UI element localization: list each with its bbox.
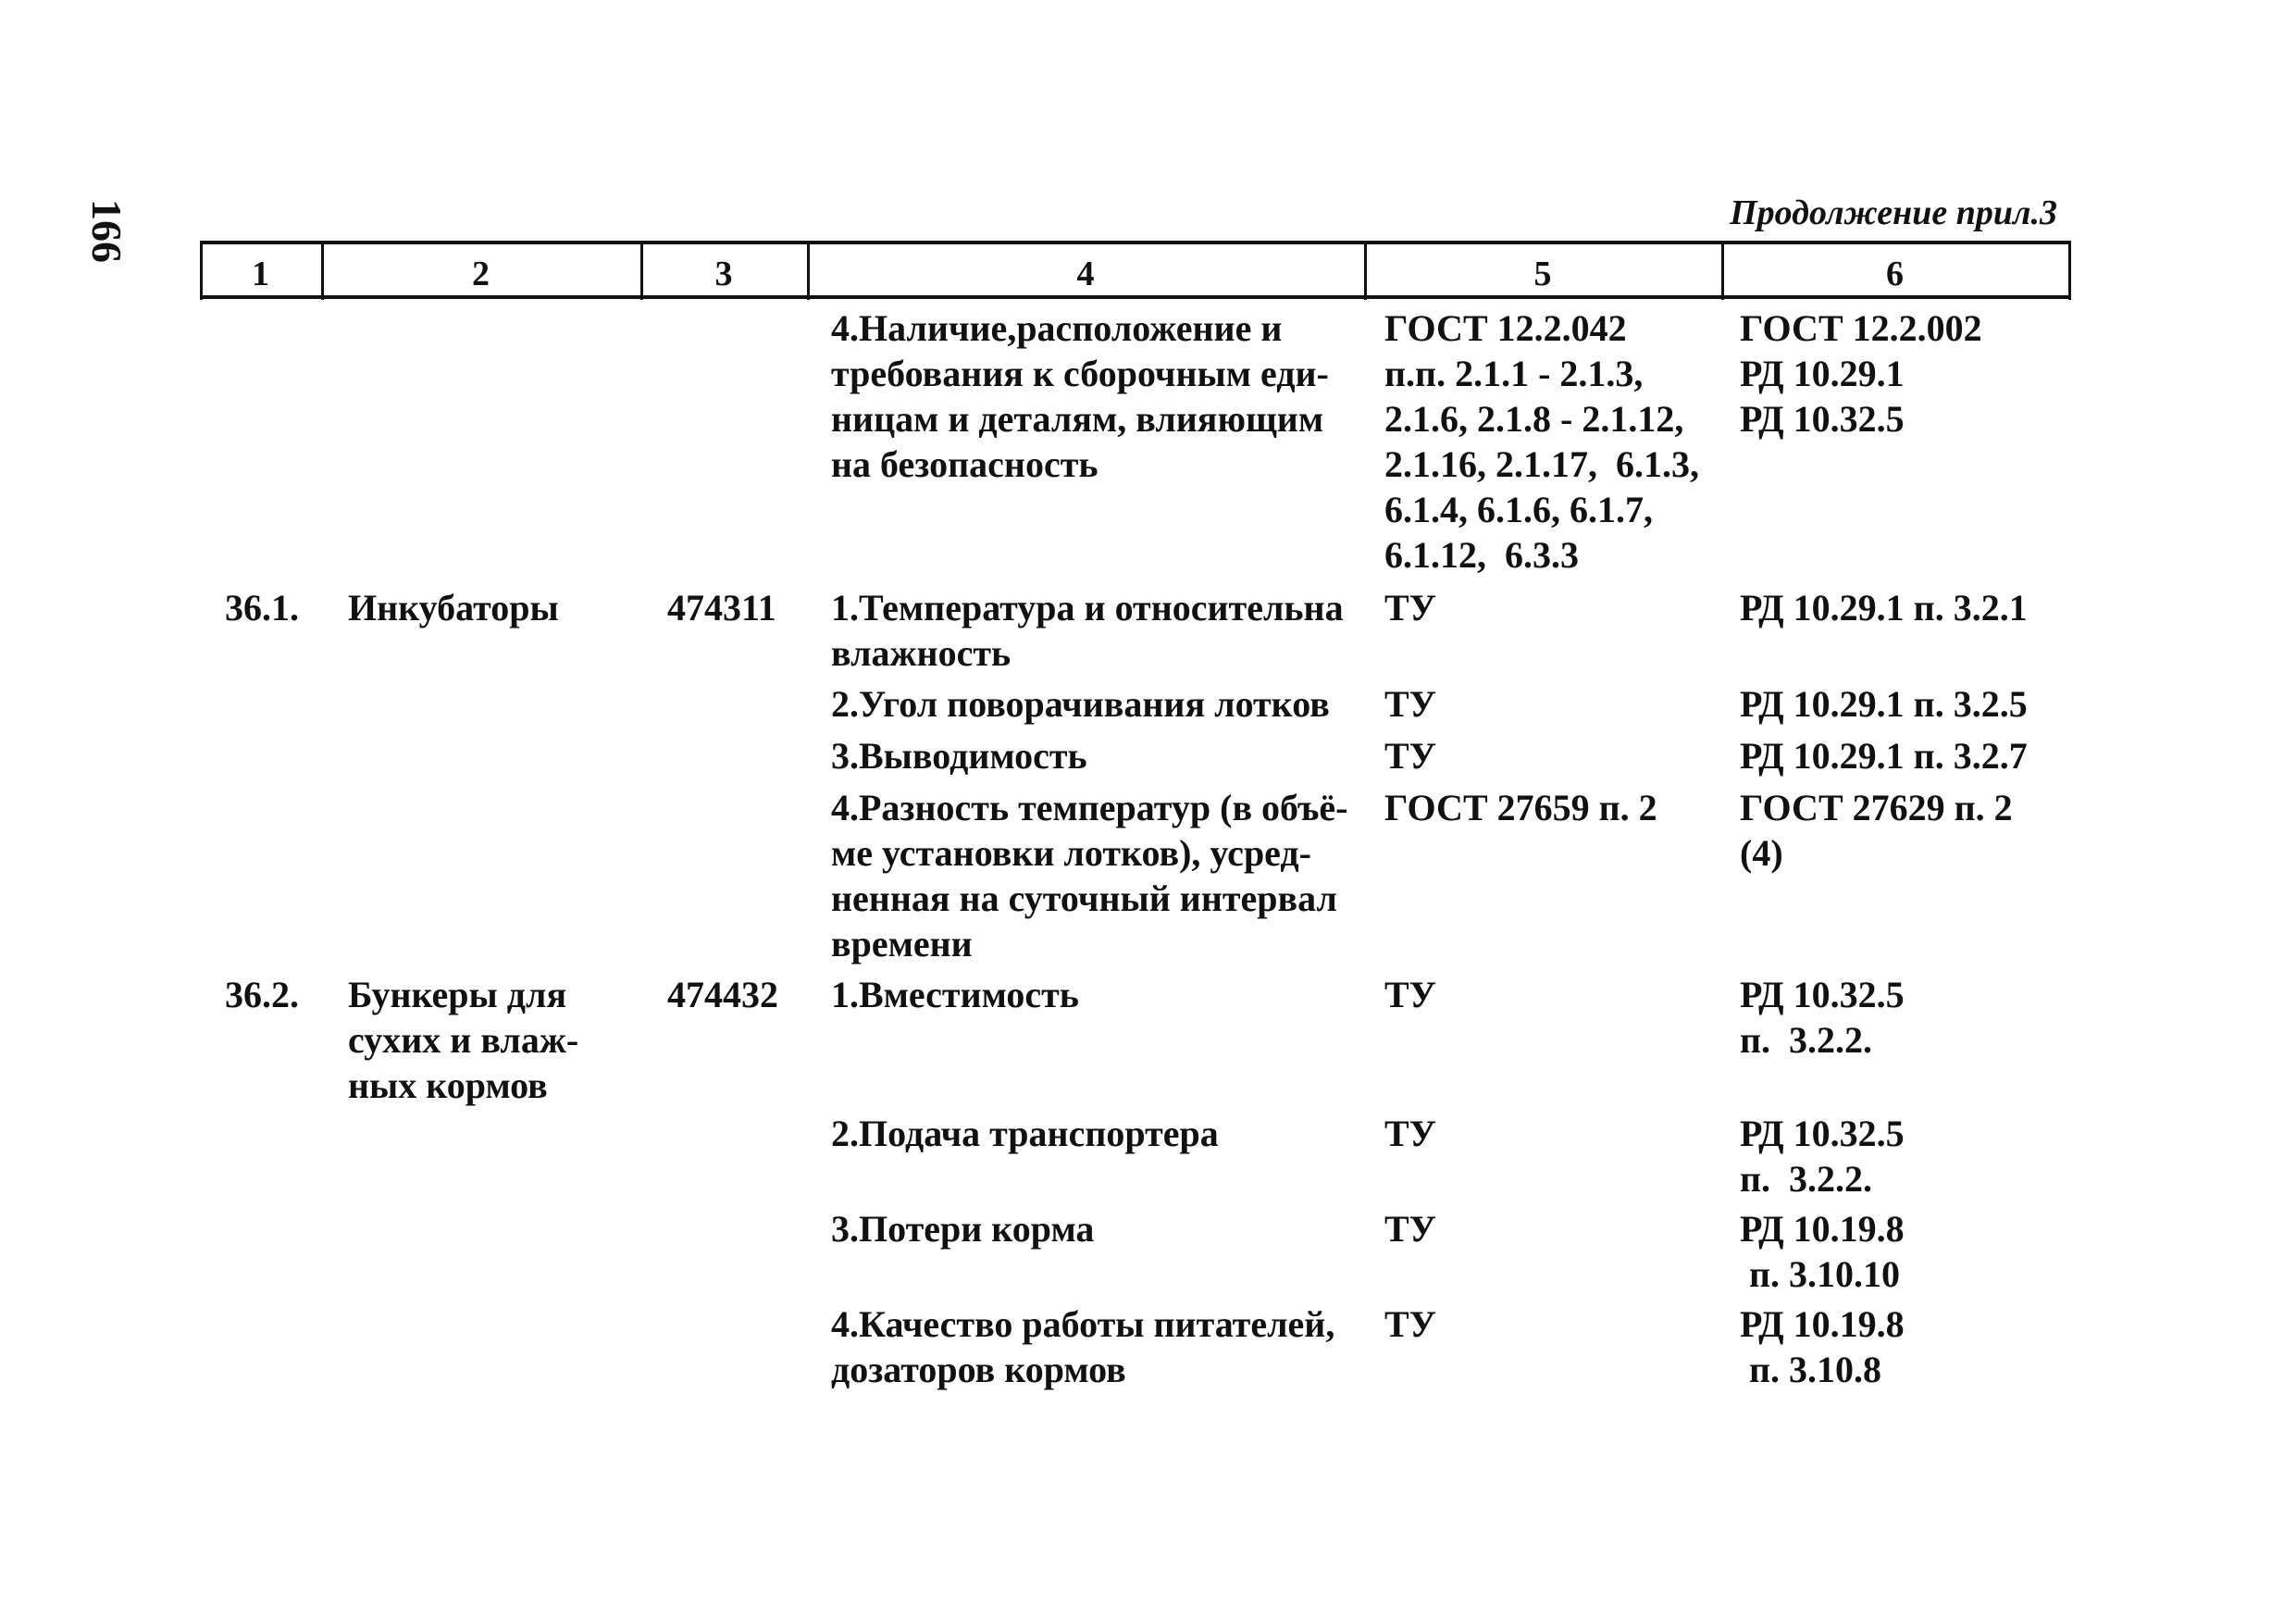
table-cell-test-method: ГОСТ 12.2.002 РД 10.29.1 РД 10.32.5: [1740, 307, 1982, 440]
table-cell-requirement: 2.Подача транспортера: [831, 1113, 1219, 1154]
table-cell-item-number: 36.1.: [225, 587, 299, 629]
table-cell-requirement: 2.Угол поворачивания лотков: [831, 683, 1330, 725]
table-cell-product-name: Бункеры для сухих и влаж- ных кормов: [348, 974, 579, 1106]
table-cell-item-number: 36.2.: [225, 974, 299, 1015]
column-number-5: 5: [1533, 255, 1552, 293]
table-cell-standard: ТУ: [1384, 1113, 1437, 1154]
column-number-6: 6: [1886, 255, 1904, 293]
table-cell-test-method: ГОСТ 27629 п. 2 (4): [1740, 787, 2013, 874]
table-cell-test-method: РД 10.32.5 п. 3.2.2.: [1740, 974, 1905, 1061]
table-cell-standard: ГОСТ 12.2.042 п.п. 2.1.1 - 2.1.3, 2.1.6, 2.1.8 - 2.1.12, 2.1.16, 2.1.17, 6.1.3, 6.1.4, 6.1.6, 6.1.7, 6.1.12, 6.3.3: [1384, 307, 1699, 576]
table-cell-requirement: 1.Вместимость: [831, 974, 1079, 1015]
table-cell-requirement: 4.Качество работы питателей, дозаторов кормов: [831, 1303, 1335, 1390]
header-top-rule: [200, 241, 2071, 244]
header-bottom-rule: [200, 295, 2071, 299]
column-separator: [2068, 243, 2071, 300]
column-number-1: 1: [252, 255, 269, 293]
table-cell-requirement: 3.Выводимость: [831, 735, 1087, 777]
table-cell-test-method: РД 10.29.1 п. 3.2.1: [1740, 587, 2028, 629]
table-cell-test-method: РД 10.29.1 п. 3.2.5: [1740, 683, 2028, 725]
table-cell-product-code: 474311: [667, 587, 776, 629]
table-cell-product-name: Инкубаторы: [348, 587, 559, 629]
table-cell-test-method: РД 10.19.8 п. 3.10.8: [1740, 1303, 1905, 1390]
column-number-4: 4: [1076, 255, 1095, 293]
table-cell-test-method: РД 10.19.8 п. 3.10.10: [1740, 1208, 1905, 1295]
table-cell-standard: ТУ: [1384, 683, 1437, 725]
table-cell-standard: ТУ: [1384, 974, 1437, 1015]
table-cell-requirement: 4.Разность температур (в объё- ме установки лотков), усред- ненная на суточный интервал времени: [831, 787, 1348, 965]
continuation-label: Продолжение прил.3: [1730, 193, 2057, 232]
table-cell-standard: ТУ: [1384, 1303, 1437, 1345]
page-number: 166: [83, 199, 130, 263]
table-cell-standard: ТУ: [1384, 587, 1437, 629]
table-cell-standard: ТУ: [1384, 735, 1437, 777]
column-number-2: 2: [472, 255, 490, 293]
table-cell-test-method: РД 10.32.5 п. 3.2.2.: [1740, 1113, 1905, 1200]
table-cell-requirement: 3.Потери корма: [831, 1208, 1095, 1250]
table-cell-requirement: 4.Наличие,расположение и требования к сборочным еди- ницам и деталям, влияющим на безопасность: [831, 307, 1329, 485]
table-cell-standard: ГОСТ 27659 п. 2: [1384, 787, 1657, 828]
table-cell-standard: ТУ: [1384, 1208, 1437, 1250]
table-cell-requirement: 1.Температура и относительна влажность: [831, 587, 1344, 674]
table-cell-product-code: 474432: [667, 974, 778, 1015]
table-cell-test-method: РД 10.29.1 п. 3.2.7: [1740, 735, 2028, 777]
column-number-3: 3: [714, 255, 733, 293]
